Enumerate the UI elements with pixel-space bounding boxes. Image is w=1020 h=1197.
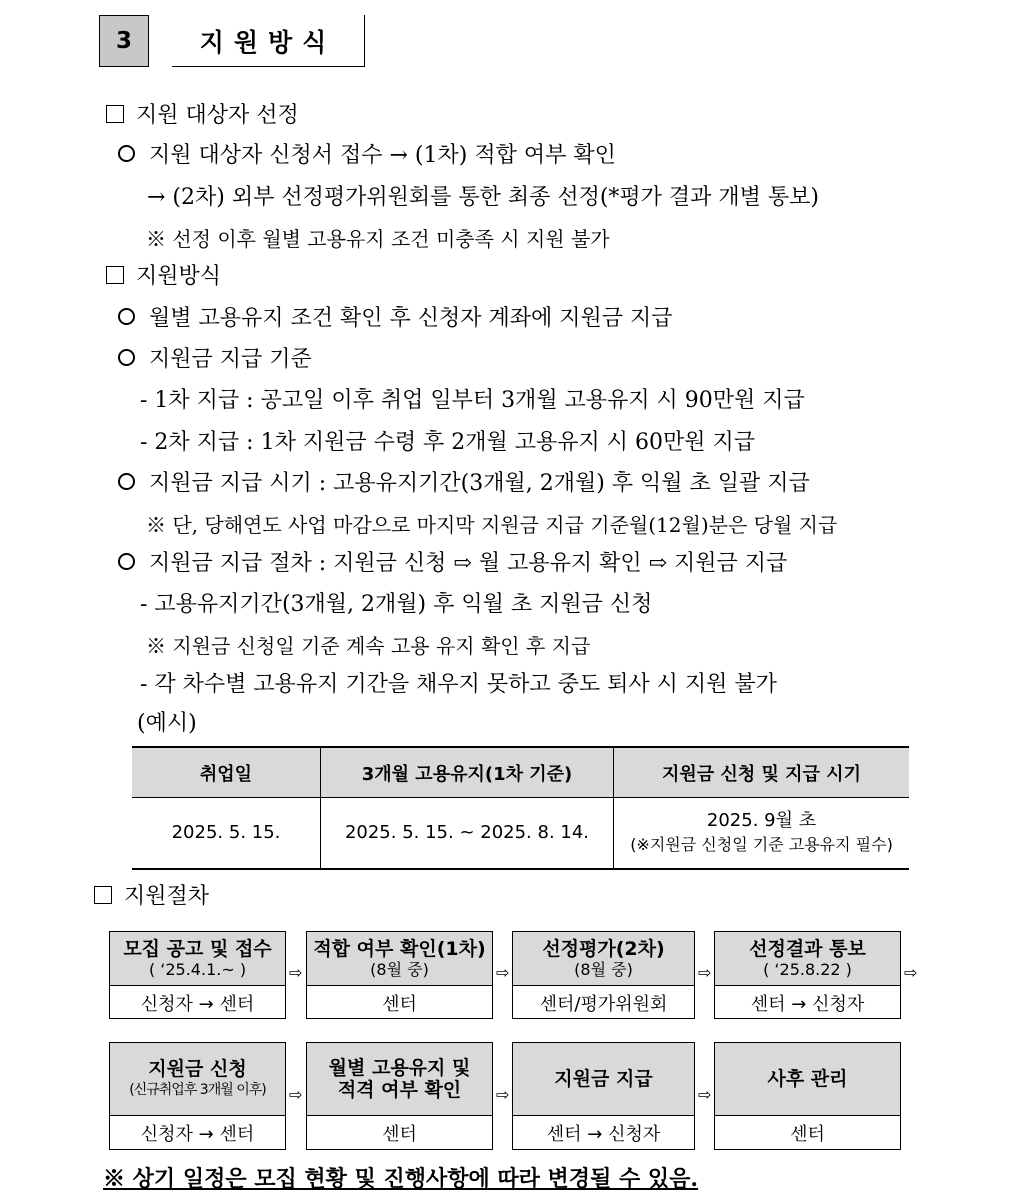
flow-step-sub: ( ‘25.4.1.~ ) [148, 959, 247, 979]
section-number: 3 [99, 15, 149, 67]
flow-arrow-icon: ⇨ [496, 1085, 510, 1104]
checkbox-square-icon [94, 886, 112, 904]
table-header: 지원금 신청 및 지급 시기 [614, 747, 910, 798]
flow-step-title: 적합 여부 확인(1차) [313, 937, 486, 960]
flow-step-eligibility [306, 931, 493, 1019]
flow-arrow-icon: ⇨ [289, 1085, 303, 1104]
table-header: 3개월 고용유지(1차 기준) [321, 747, 614, 798]
flow-step-actor: 센터 → 신청자 [750, 993, 865, 1015]
flow-step-header [715, 932, 900, 986]
bullet-criteria [118, 345, 312, 375]
bullet-timing-text: 지원금 지급 시기 : 고용유지기간(3개월, 2개월) 후 익월 초 일괄 지급 [149, 471, 810, 496]
heading-procedure [94, 882, 209, 912]
flow-step-actor: 신청자 → 센터 [140, 1123, 255, 1145]
flow-arrow-icon: ⇨ [289, 963, 303, 982]
flow-step-title: 월별 고용유지 및 [328, 1057, 471, 1079]
example-label: (예시) [137, 711, 197, 736]
table-header-row [132, 747, 909, 798]
checkbox-square-icon [106, 266, 124, 284]
flow-step-actor: 센터 → 신청자 [546, 1123, 661, 1145]
table-cell: 2025. 5. 15. ~ 2025. 8. 14. [321, 798, 614, 870]
heading-selection-text: 지원 대상자 선정 [136, 103, 299, 128]
example-table [132, 746, 909, 870]
circle-bullet-icon [118, 553, 135, 570]
flow-step-header [513, 1043, 694, 1116]
checkbox-square-icon [106, 105, 124, 123]
flow-step-retention-check [306, 1042, 493, 1150]
flow-arrow-icon: ⇨ [904, 963, 918, 982]
flow-step-header [513, 932, 694, 986]
line-second-payment: - 2차 지급 : 1차 지원금 수령 후 2개월 고용유지 시 60만원 지급 [140, 430, 756, 455]
flow-step-notice [714, 931, 901, 1019]
note-december: ※ 단, 당해연도 사업 마감으로 마지막 지원금 지급 기준월(12월)분은 당월 지급 [146, 513, 838, 537]
bullet-monthly-text: 월별 고용유지 조건 확인 후 신청자 계좌에 지원금 지급 [149, 306, 673, 331]
flow-step-title-line2: 적격 여부 확인 [337, 1079, 462, 1101]
line-apply-period: - 고용유지기간(3개월, 2개월) 후 익월 초 지원금 신청 [140, 592, 653, 617]
flow-step-payment [512, 1042, 695, 1150]
flow-step-actor: 센터 [382, 993, 417, 1015]
bullet-monthly [118, 304, 673, 334]
heading-method-text: 지원방식 [136, 264, 222, 289]
flow-step-sub: (8월 중) [370, 959, 429, 979]
note-apply-date: ※ 지원금 신청일 기준 계속 고용 유지 확인 후 지급 [146, 634, 591, 658]
heading-method [106, 262, 221, 292]
flow-step-followup [714, 1042, 901, 1150]
flow-step-title: 지원금 지급 [554, 1068, 653, 1090]
flow-arrow-icon: ⇨ [698, 963, 712, 982]
bullet-procedure-text: 지원금 지급 절차 : 지원금 신청 ⇨ 월 고용유지 확인 ⇨ 지원금 지급 [149, 551, 788, 576]
flow-step-header [110, 932, 285, 986]
circle-bullet-icon [118, 145, 135, 162]
flow-arrow-icon: ⇨ [496, 963, 510, 982]
flow-step-actor: 신청자 → 센터 [140, 993, 255, 1015]
flow-step-sub: ( ‘25.8.22 ) [763, 959, 852, 979]
flow-step-header [307, 1043, 492, 1116]
flow-step-title: 지원금 신청 [148, 1058, 247, 1080]
flow-step-title: 선정결과 통보 [749, 937, 866, 960]
bullet-application [118, 141, 616, 171]
table-cell-note: (※지원금 신청일 기준 고용유지 필수) [630, 835, 893, 854]
flow-step-sub: (신규취업후 3개월 이후) [129, 1082, 266, 1098]
heading-procedure-text: 지원절차 [124, 884, 210, 909]
circle-bullet-icon [118, 308, 135, 325]
table-header: 취업일 [132, 747, 321, 798]
line-second-selection: → (2차) 외부 선정평가위원회를 통한 최종 선정(*평가 결과 개별 통보) [147, 185, 820, 210]
flow-step-header [715, 1043, 900, 1116]
table-cell-line: 2025. 9월 초 [706, 810, 817, 831]
section-title: 지원방식 [172, 15, 365, 67]
footer-note: ※ 상기 일정은 모집 현황 및 진행사항에 따라 변경될 수 있음. [103, 1166, 699, 1192]
circle-bullet-icon [118, 349, 135, 366]
line-resignation: - 각 차수별 고용유지 기간을 채우지 못하고 중도 퇴사 시 지원 불가 [140, 672, 777, 697]
flow-step-header [307, 932, 492, 986]
bullet-procedure [118, 549, 787, 579]
table-cell: 2025. 5. 15. [132, 798, 321, 870]
circle-bullet-icon [118, 473, 135, 490]
flow-step-recruit [109, 931, 286, 1019]
table-row [132, 798, 909, 870]
heading-selection [106, 101, 299, 131]
bullet-criteria-text: 지원금 지급 기준 [149, 347, 312, 372]
flow-step-actor: 센터 [790, 1123, 825, 1145]
table-cell [614, 798, 910, 870]
note-selection: ※ 선정 이후 월별 고용유지 조건 미충족 시 지원 불가 [146, 227, 610, 251]
flow-step-actor: 센터/평가위원회 [539, 993, 668, 1015]
flow-step-actor: 센터 [382, 1123, 417, 1145]
flow-step-title: 선정평가(2차) [542, 937, 665, 960]
flow-step-evaluation [512, 931, 695, 1019]
flow-step-title: 모집 공고 및 접수 [123, 937, 272, 960]
flow-arrow-icon: ⇨ [698, 1085, 712, 1104]
flow-step-sub: (8월 중) [574, 959, 633, 979]
flow-step-title: 사후 관리 [767, 1068, 848, 1090]
flow-step-apply [109, 1042, 286, 1150]
bullet-application-text: 지원 대상자 신청서 접수 → (1차) 적합 여부 확인 [149, 143, 616, 168]
line-first-payment: - 1차 지급 : 공고일 이후 취업 일부터 3개월 고용유지 시 90만원 지급 [140, 388, 805, 413]
bullet-timing [118, 469, 810, 499]
flow-step-header [110, 1043, 285, 1116]
